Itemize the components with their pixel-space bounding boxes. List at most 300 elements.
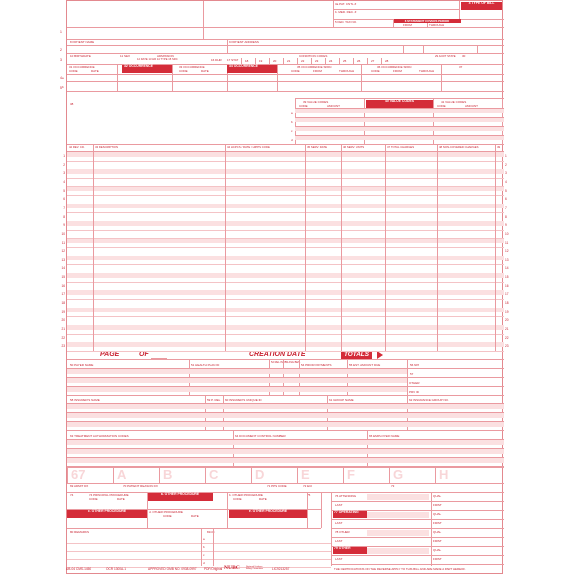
value-code-code-label: CODE bbox=[437, 104, 446, 108]
line-header: 47 TOTAL CHARGES bbox=[387, 145, 415, 149]
occurrence-code-label: CODE bbox=[69, 69, 78, 73]
condition-code-number: 21 bbox=[287, 59, 291, 63]
row-band bbox=[67, 204, 504, 209]
document-control-label: 64 DOCUMENT CONTROL NUMBER bbox=[235, 434, 286, 438]
divider bbox=[385, 144, 386, 351]
cc-row-label: c bbox=[203, 553, 205, 557]
asg-ben-label: 53 ASG BEN. bbox=[285, 361, 301, 364]
row-band bbox=[367, 512, 429, 518]
physician-label: 78 OTHER bbox=[335, 530, 350, 534]
divider bbox=[331, 555, 504, 556]
row-number: 5 bbox=[505, 188, 507, 193]
totals-label: TOTALS bbox=[341, 351, 372, 359]
divider bbox=[297, 467, 298, 483]
line-header: 46 SERV. UNITS bbox=[343, 145, 365, 149]
condition-code-number: 19 bbox=[259, 59, 263, 63]
admission-sub-label: 12 DATE 13 HR 14 TYPE 15 SRC bbox=[137, 58, 178, 61]
condition-codes-label: CONDITION CODES bbox=[299, 54, 328, 58]
remarks-label: 80 REMARKS bbox=[70, 530, 90, 534]
admission-label: ADMISSION bbox=[157, 54, 174, 58]
row-band bbox=[295, 118, 504, 122]
divider bbox=[321, 492, 322, 528]
row-number: 7 bbox=[63, 205, 65, 210]
value-row-label: c bbox=[291, 129, 293, 133]
other-procedure-b-label: b. OTHER PROCEDURE bbox=[229, 493, 263, 497]
row-number: 12 bbox=[61, 249, 65, 254]
occurrence-span-label: 35 OCCURRENCE SPAN bbox=[297, 65, 332, 69]
col57-label: 57 bbox=[410, 372, 414, 376]
ghost-character: H bbox=[439, 467, 449, 482]
physician-label: 76 ATTENDING bbox=[335, 494, 357, 498]
row-b-label: b bbox=[62, 85, 64, 89]
row-rule bbox=[67, 543, 331, 544]
row-band bbox=[67, 404, 504, 409]
row-number: 18 bbox=[61, 301, 65, 306]
occurrence-header: 32 OCCURRENCE bbox=[122, 65, 172, 73]
qual-label: QUAL bbox=[433, 548, 442, 552]
ghost-character: G bbox=[393, 467, 404, 482]
row-number: 13 bbox=[505, 257, 509, 262]
value-row-label: d bbox=[291, 138, 293, 142]
row-number: 9 bbox=[505, 223, 507, 228]
divider bbox=[441, 64, 442, 91]
divider bbox=[283, 58, 284, 64]
row-number: 11 bbox=[505, 240, 509, 245]
occurrence-date-label: DATE bbox=[201, 69, 209, 73]
value-code-amount-label: AMOUNT bbox=[327, 104, 340, 108]
divider bbox=[67, 45, 504, 46]
first-label: FIRST bbox=[433, 539, 442, 543]
p-rel-label: 59 P. REL bbox=[207, 398, 221, 402]
row-rule bbox=[67, 230, 504, 231]
rel-info-label: 52 REL INFO bbox=[271, 361, 287, 364]
divider bbox=[331, 501, 504, 502]
divider bbox=[325, 58, 326, 64]
row-number: 2 bbox=[505, 162, 507, 167]
row-rule bbox=[67, 334, 504, 335]
side-number: 2 bbox=[60, 48, 62, 52]
divider bbox=[423, 45, 424, 53]
health-plan-id-label: 51 HEALTH PLAN ID bbox=[191, 363, 220, 367]
divider bbox=[277, 64, 278, 91]
condition-code-number: 18 bbox=[245, 59, 249, 63]
occurrence-header: 34 OCCURRENCE bbox=[227, 65, 277, 73]
ub04-claim-form bbox=[61, 0, 509, 574]
divider bbox=[227, 492, 228, 528]
divider bbox=[269, 58, 270, 64]
row-number: 19 bbox=[61, 309, 65, 314]
row-number: 8 bbox=[63, 214, 65, 219]
side-number: 3 bbox=[60, 58, 62, 62]
side-number: 5 bbox=[60, 86, 62, 90]
divider bbox=[381, 58, 382, 64]
npi-label: 56 NPI bbox=[410, 363, 420, 367]
line-header: 43 DESCRIPTION bbox=[95, 145, 119, 149]
type-of-bill-header: 4 TYPE OF BILL bbox=[461, 2, 502, 10]
other-procedure-e-header: e. OTHER PROCEDURE bbox=[229, 510, 307, 518]
row-band bbox=[295, 127, 504, 131]
ghost-character: E bbox=[301, 467, 310, 482]
row-band bbox=[67, 187, 504, 192]
divider bbox=[367, 58, 368, 64]
divider bbox=[67, 39, 504, 40]
condition-code-number: 25 bbox=[343, 59, 347, 63]
divider bbox=[225, 144, 226, 351]
code-label: CODE bbox=[89, 497, 98, 501]
divider bbox=[341, 144, 342, 351]
divider bbox=[203, 1, 204, 39]
cc-row-label: b bbox=[203, 545, 205, 549]
divider bbox=[213, 528, 214, 566]
row-number: 19 bbox=[505, 309, 509, 314]
certification-text: THE CERTIFICATIONS ON THE REVERSE APPLY TO THIS BILL AND ARE MADE A PART HEREOF. bbox=[334, 567, 466, 571]
date-label: DATE bbox=[117, 497, 125, 501]
code-label: CODE bbox=[371, 69, 380, 73]
creation-date-label: CREATION DATE bbox=[249, 351, 306, 358]
nubc-sub: National Uniform Billing Committee bbox=[246, 566, 264, 571]
value-row-label: a bbox=[291, 111, 293, 115]
stat-label: 17 STAT bbox=[227, 58, 239, 62]
col74-label: 74 bbox=[70, 493, 74, 497]
occurrence-label: 31 OCCURRENCE bbox=[69, 65, 95, 69]
row-number: 12 bbox=[505, 249, 509, 254]
col37-label: 37 bbox=[459, 65, 463, 69]
divider bbox=[427, 23, 428, 27]
divider bbox=[435, 467, 436, 483]
divider bbox=[403, 45, 404, 53]
value-codes-label: 41 VALUE CODES bbox=[441, 100, 467, 104]
row-rule bbox=[67, 282, 504, 283]
divider bbox=[147, 492, 148, 528]
divider bbox=[93, 144, 94, 351]
row-band bbox=[67, 152, 504, 157]
divider bbox=[201, 528, 202, 566]
from-label: FROM bbox=[393, 69, 402, 73]
employer-name-label: 65 EMPLOYER NAME bbox=[369, 434, 400, 438]
row-band bbox=[295, 109, 504, 113]
value-code-amount-label: AMOUNT bbox=[465, 104, 478, 108]
ghost-character: C bbox=[209, 467, 219, 482]
divider bbox=[331, 528, 504, 529]
row-number: 21 bbox=[61, 327, 65, 331]
principal-procedure-label: 74 PRINCIPAL PROCEDURE bbox=[89, 493, 129, 497]
form-id: UB-04 CMS-1450 bbox=[66, 567, 92, 571]
approved-text: APPROVED OMB NO. 0938-0997 bbox=[148, 567, 197, 571]
row-number: 9 bbox=[63, 223, 65, 228]
condition-code-number: 27 bbox=[371, 59, 375, 63]
side-number: 1 bbox=[60, 30, 62, 34]
occurrence-date-label: DATE bbox=[91, 69, 99, 73]
divider bbox=[67, 528, 321, 529]
condition-code-number: 23 bbox=[315, 59, 319, 63]
divider bbox=[67, 492, 504, 493]
row-number: 18 bbox=[505, 301, 509, 306]
occurrence-code-label: CODE bbox=[179, 69, 188, 73]
condition-code-number: 28 bbox=[385, 59, 389, 63]
divider bbox=[307, 492, 311, 528]
row-number: 11 bbox=[61, 240, 65, 245]
condition-code-number: 20 bbox=[273, 59, 277, 63]
other-procedure-c-header: c. OTHER PROCEDURE bbox=[67, 510, 147, 518]
row-a-label: a bbox=[62, 76, 64, 80]
from-label: FROM bbox=[313, 69, 322, 73]
divider bbox=[331, 492, 332, 566]
other-procedure-d-label: d. OTHER PROCEDURE bbox=[149, 510, 183, 514]
side-number: 4 bbox=[60, 76, 62, 80]
row-number: 20 bbox=[61, 318, 65, 323]
statement-period-header: 6 STATEMENT COVERS PERIOD bbox=[393, 19, 461, 23]
row-rule bbox=[67, 559, 331, 560]
row-number: 5 bbox=[63, 188, 65, 193]
condition-code-number: 22 bbox=[301, 59, 305, 63]
patient-address-label: 9 PATIENT ADDRESS bbox=[229, 40, 259, 44]
occurrence-span-label: 36 OCCURRENCE SPAN bbox=[377, 65, 412, 69]
value-codes-label: 39 VALUE CODES bbox=[303, 100, 329, 104]
row-band bbox=[67, 342, 504, 347]
divider bbox=[339, 58, 340, 64]
other-procedure-a-header: a. OTHER PROCEDURE bbox=[147, 493, 213, 501]
code-label: CODE bbox=[291, 69, 300, 73]
row-rule bbox=[67, 264, 504, 265]
row-band bbox=[67, 239, 504, 244]
divider bbox=[113, 467, 114, 483]
row-band bbox=[67, 422, 504, 427]
row-number: 6 bbox=[63, 197, 65, 202]
occurrence-label: 33 OCCURRENCE bbox=[179, 65, 205, 69]
divider bbox=[67, 368, 504, 369]
code-label: CODE bbox=[163, 514, 172, 518]
code-label: CODE bbox=[233, 497, 242, 501]
row-number: 21 bbox=[505, 327, 509, 331]
row-band bbox=[67, 256, 504, 261]
divider bbox=[333, 9, 459, 10]
divider bbox=[67, 81, 504, 82]
row-number: 22 bbox=[505, 335, 509, 340]
acdt-state-label: 29 ACDT STATE bbox=[435, 54, 456, 58]
line-header: 49 bbox=[497, 145, 501, 149]
row-rule bbox=[67, 351, 504, 352]
row-number: 7 bbox=[505, 205, 507, 210]
col30-label: 30 bbox=[462, 54, 466, 58]
row-band bbox=[67, 325, 504, 330]
row-band bbox=[67, 413, 504, 418]
divider bbox=[67, 430, 504, 431]
ghost-character: B bbox=[163, 467, 173, 482]
row-band bbox=[67, 369, 407, 374]
last-label: LAST bbox=[335, 539, 343, 543]
divider bbox=[353, 58, 354, 64]
condition-code-number: 26 bbox=[357, 59, 361, 63]
row-band bbox=[67, 449, 504, 454]
value-row-label: b bbox=[291, 120, 293, 124]
divider bbox=[495, 144, 496, 351]
row-band bbox=[67, 221, 504, 226]
row-number: 23 bbox=[61, 344, 65, 349]
divider bbox=[67, 91, 504, 92]
ghost-character: A bbox=[117, 467, 127, 482]
divider bbox=[437, 144, 438, 351]
pps-code-label: 71 PPS CODE bbox=[267, 484, 287, 488]
physician-header: 79 OTHER bbox=[333, 547, 367, 554]
divider bbox=[343, 467, 344, 483]
page-label: PAGE bbox=[100, 351, 120, 358]
first-label: FIRST bbox=[433, 557, 442, 561]
med-rec-label: b. MED. REC. # bbox=[335, 10, 357, 14]
row-number: 22 bbox=[61, 335, 65, 340]
col73-label: 73 bbox=[391, 484, 395, 488]
value-codes-header: 40 VALUE CODES bbox=[366, 100, 433, 108]
col38-label: 38 bbox=[70, 102, 74, 106]
divider bbox=[297, 58, 298, 64]
row-band bbox=[295, 136, 504, 140]
divider bbox=[331, 519, 504, 520]
lic-text: LIC9213257 bbox=[272, 567, 290, 571]
row-band bbox=[67, 273, 504, 278]
ghost-character: F bbox=[347, 467, 355, 482]
row-band bbox=[367, 530, 429, 536]
insured-name-label: 58 INSURED'S NAME bbox=[70, 398, 100, 402]
row-number: 16 bbox=[61, 283, 65, 288]
col75-label: 75 bbox=[307, 493, 311, 497]
row-band bbox=[67, 290, 504, 295]
divider bbox=[117, 64, 118, 91]
row-number: 1 bbox=[63, 154, 65, 158]
divider bbox=[205, 467, 206, 483]
row-rule bbox=[67, 247, 504, 248]
patient-reason-label: 70 PATIENT REASON DX bbox=[123, 484, 158, 488]
row-band bbox=[67, 378, 407, 383]
qual-label: QUAL bbox=[433, 512, 442, 516]
divider bbox=[159, 467, 160, 483]
row-rule bbox=[67, 299, 504, 300]
divider bbox=[295, 98, 504, 99]
admit-dx-label: 69 ADMIT DX bbox=[70, 484, 89, 488]
condition-code-number: 24 bbox=[329, 59, 333, 63]
value-code-code-label: CODE bbox=[299, 104, 308, 108]
row-band bbox=[67, 440, 504, 445]
row-number: 3 bbox=[63, 171, 65, 176]
row-number: 10 bbox=[61, 231, 65, 236]
pat-cntl-label: 3a PAT. CNTL # bbox=[335, 2, 357, 6]
treatment-auth-label: 63 TREATMENT AUTHORIZATION CODES bbox=[70, 434, 129, 438]
row-rule bbox=[67, 178, 504, 179]
row-number: 23 bbox=[505, 344, 509, 349]
divider bbox=[331, 564, 504, 565]
ghost-character: 67 bbox=[71, 467, 86, 482]
est-amount-due-label: 55 EST. AMOUNT DUE bbox=[349, 363, 381, 367]
divider bbox=[459, 1, 460, 19]
divider bbox=[389, 467, 390, 483]
insurance-group-no-label: 62 INSURANCE GROUP NO. bbox=[409, 398, 449, 402]
physician-header: 77 OPERATING bbox=[333, 511, 367, 518]
last-label: LAST bbox=[335, 557, 343, 561]
first-label: FIRST bbox=[433, 503, 442, 507]
row-rule bbox=[67, 195, 504, 196]
divider bbox=[67, 467, 68, 483]
row-number: 16 bbox=[505, 283, 509, 288]
divider bbox=[227, 39, 228, 53]
row-number: 4 bbox=[63, 179, 65, 184]
row-number: 14 bbox=[61, 266, 65, 271]
divider bbox=[331, 537, 504, 538]
row-number: 20 bbox=[505, 318, 509, 323]
divider bbox=[361, 64, 362, 91]
fed-tax-label: 5 FED. TAX NO. bbox=[335, 20, 357, 24]
row-band bbox=[67, 169, 504, 174]
row-number: 13 bbox=[61, 257, 65, 262]
row-number: 17 bbox=[505, 292, 509, 297]
nubc-logo: NUBC bbox=[224, 565, 240, 571]
ghost-character: D bbox=[255, 467, 265, 482]
divider bbox=[333, 1, 334, 27]
date-label: DATE bbox=[259, 497, 267, 501]
from-label: FROM bbox=[403, 23, 412, 27]
row-rule bbox=[67, 212, 504, 213]
row-band bbox=[67, 387, 407, 392]
through-label: THROUGH bbox=[429, 23, 445, 27]
payer-name-label: 50 PAYER NAME bbox=[70, 363, 94, 367]
sex-label: 11 SEX bbox=[120, 54, 130, 58]
line-header: 42 REV. CD. bbox=[69, 145, 85, 149]
qual-label: QUAL bbox=[433, 494, 442, 498]
row-band bbox=[367, 494, 429, 500]
divider bbox=[305, 144, 306, 351]
col81-label: 81CC bbox=[207, 530, 215, 534]
of-label: OF bbox=[139, 351, 149, 358]
row-rule bbox=[67, 551, 331, 552]
divider bbox=[67, 27, 504, 28]
divider bbox=[67, 359, 504, 360]
through-label: THROUGH bbox=[419, 69, 435, 73]
row-rule bbox=[67, 316, 504, 317]
line-header: 45 SERV. DATE bbox=[307, 145, 328, 149]
divider bbox=[477, 45, 478, 53]
qual-label: QUAL bbox=[433, 530, 442, 534]
date-label: DATE bbox=[191, 514, 199, 518]
first-label: FIRST bbox=[433, 521, 442, 525]
through-label: THROUGH bbox=[339, 69, 355, 73]
row-number: 15 bbox=[61, 275, 65, 280]
divider bbox=[251, 467, 252, 483]
row-band bbox=[67, 458, 504, 463]
row-band bbox=[367, 548, 429, 554]
line-header: 48 NON-COVERED CHARGES bbox=[439, 145, 479, 149]
row-number: 4 bbox=[505, 179, 507, 184]
last-label: LAST bbox=[335, 521, 343, 525]
row-band bbox=[67, 308, 504, 313]
row-number: 3 bbox=[505, 171, 507, 176]
row-number: 10 bbox=[505, 231, 509, 236]
divider bbox=[431, 492, 432, 566]
insured-unique-id-label: 60 INSURED'S UNIQUE ID bbox=[225, 398, 262, 402]
birthdate-label: 10 BIRTHDATE bbox=[70, 54, 91, 58]
line-header: 44 HCPCS / RATE / HIPPS CODE bbox=[227, 145, 270, 149]
dhr-label: 16 DHR bbox=[211, 58, 222, 62]
cc-row-label: d bbox=[203, 561, 205, 565]
divider bbox=[172, 64, 173, 91]
divider bbox=[311, 58, 312, 64]
row-rule bbox=[67, 161, 504, 162]
prv-id-label: PRV ID bbox=[409, 390, 419, 394]
divider bbox=[67, 395, 504, 396]
pdf-text: PDF/Original bbox=[204, 567, 223, 571]
other-label: OTHER bbox=[409, 381, 420, 385]
last-label: LAST bbox=[335, 503, 343, 507]
row-number: 6 bbox=[505, 197, 507, 202]
divider bbox=[67, 74, 504, 75]
row-number: 15 bbox=[505, 275, 509, 280]
row-number: 8 bbox=[505, 214, 507, 219]
